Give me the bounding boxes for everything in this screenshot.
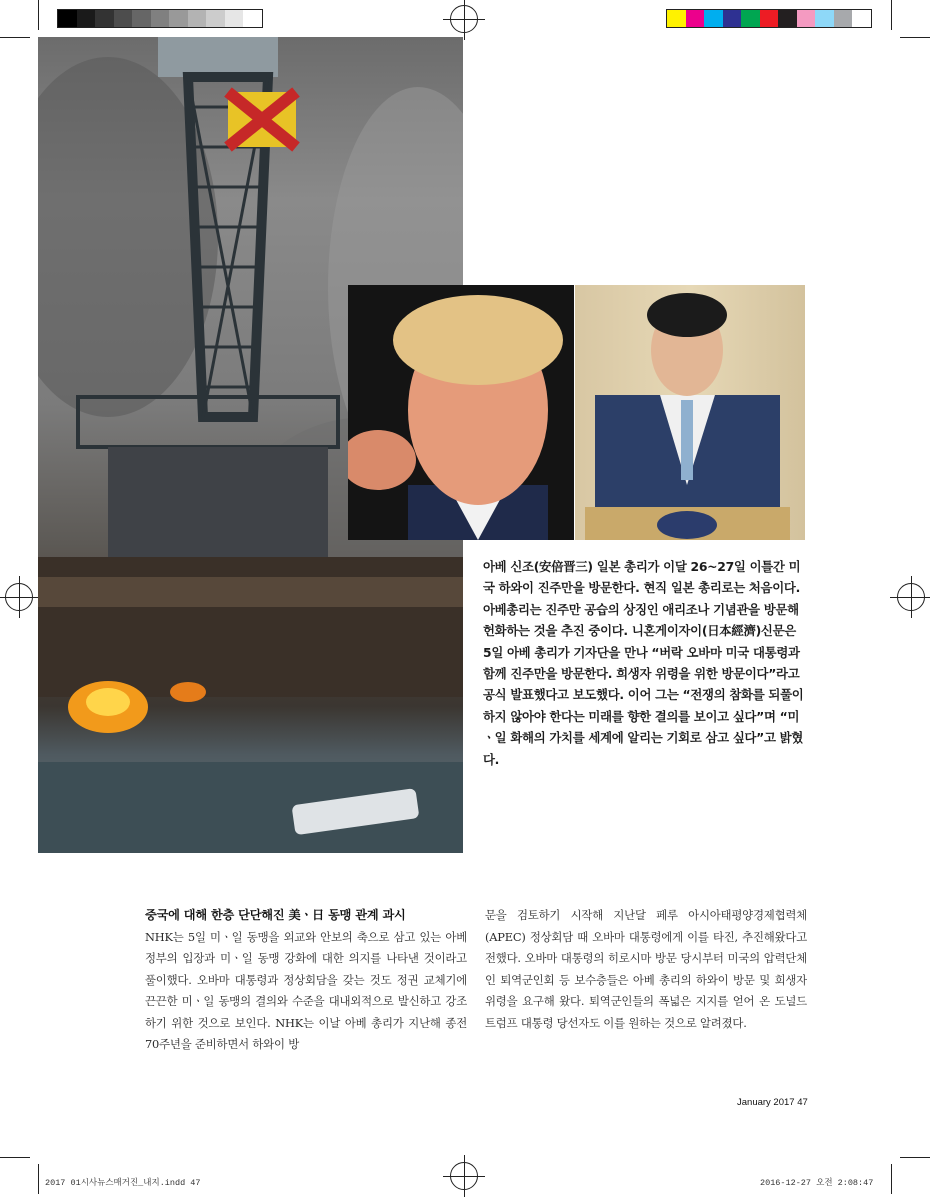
gray-swatch xyxy=(243,10,262,27)
crop-mark xyxy=(900,37,930,38)
crop-mark xyxy=(38,0,39,30)
crop-mark xyxy=(38,1164,39,1194)
article-subhead: 중국에 대해 한층 단단해진 美ㆍ日 동맹 관계 과시 xyxy=(145,908,406,922)
gray-color-bar xyxy=(57,9,263,28)
gray-swatch xyxy=(225,10,244,27)
registration-mark-left xyxy=(5,583,33,611)
registration-mark-bottom xyxy=(450,1162,478,1190)
color-swatch xyxy=(667,10,686,27)
gray-swatch xyxy=(95,10,114,27)
timestamp-slug: 2016-12-27 오전 2:08:47 xyxy=(760,1178,874,1188)
process-color-bar xyxy=(666,9,872,28)
registration-mark-top xyxy=(450,5,478,33)
gray-swatch xyxy=(151,10,170,27)
crop-mark xyxy=(891,1164,892,1194)
page-number: January 2017 47 xyxy=(737,1097,808,1108)
color-swatch xyxy=(741,10,760,27)
article-column-right xyxy=(485,905,807,1034)
color-swatch xyxy=(797,10,816,27)
article-text-right: 문을 검토하기 시작해 지난달 페루 아시아태평양경제협력체(APEC) 정상회담 때 오바마 대통령에게 이를 타진, 추진해왔다고 전했다. 오바마 대통령의 히로시마 방문 당시부터 미국의 압력단체인 퇴역군인회 등 보수층들은 아베 총리의 하와이 방문 및 희생자 위령을 요구해 왔다. 퇴역군인들의 폭넓은 지지를 얻어 온 도널드 트럼프 대통령 당선자도 이를 원하는 것으로 알려졌다. xyxy=(485,908,807,1030)
color-swatch xyxy=(760,10,779,27)
color-swatch xyxy=(686,10,705,27)
file-slug: 2017 01시사뉴스매거진_내지.indd 47 xyxy=(45,1178,201,1188)
registration-mark-right xyxy=(897,583,925,611)
article-column-left xyxy=(145,905,467,1056)
color-swatch xyxy=(834,10,853,27)
abe-photo xyxy=(575,285,805,540)
crop-mark xyxy=(900,1157,930,1158)
color-swatch xyxy=(778,10,797,27)
crop-mark xyxy=(0,1157,30,1158)
gray-swatch xyxy=(132,10,151,27)
gray-swatch xyxy=(188,10,207,27)
gray-swatch xyxy=(169,10,188,27)
color-swatch xyxy=(704,10,723,27)
photo-caption: 아베 신조(安倍晋三) 일본 총리가 이달 26~27일 이틀간 미국 하와이 진주만을 방문한다. 현직 일본 총리로는 처음이다. 아베총리는 진주만 공습의 상징인 애리조나 기념관을 방문해 헌화하는 것을 추진 중이다. 니혼게이자이(日本經濟)신문은 5일 아베 총리가 기자단을 만나 “버락 오바마 미국 대통령과 함께 진주만을 방문한다. 희생자 위령을 위한 방문이다”라고 공식 발표했다고 보도했다. 이어 그는 “전쟁의 참화를 되풀이하지 않아야 한다는 미래를 향한 결의를 보이고 싶다”며 “미ㆍ일 화해의 가치를 세계에 알리는 기회로 삼고 싶다”고 밝혔다. xyxy=(483,559,804,767)
gray-swatch xyxy=(206,10,225,27)
trump-photo xyxy=(348,285,574,540)
gray-swatch xyxy=(58,10,77,27)
color-swatch xyxy=(815,10,834,27)
gray-swatch xyxy=(77,10,96,27)
article-text-left: NHK는 5일 미ㆍ일 동맹을 외교와 안보의 축으로 삼고 있는 아베 정부의 입장과 미ㆍ일 동맹 강화에 대한 의지를 나타낸 것이라고 풀이했다. 오바마 대통령과 정상회담을 갖는 것도 정권 교체기에 끈끈한 미ㆍ일 동맹의 결의와 수준을 대내외적으로 발신하고 강조하기 위한 것으로 보인다. NHK는 이날 아베 총리가 지난해 종전 70주년을 준비하면서 하와이 방 xyxy=(145,929,467,1051)
crop-mark xyxy=(0,37,30,38)
color-swatch xyxy=(723,10,742,27)
gray-swatch xyxy=(114,10,133,27)
crop-mark xyxy=(891,0,892,30)
